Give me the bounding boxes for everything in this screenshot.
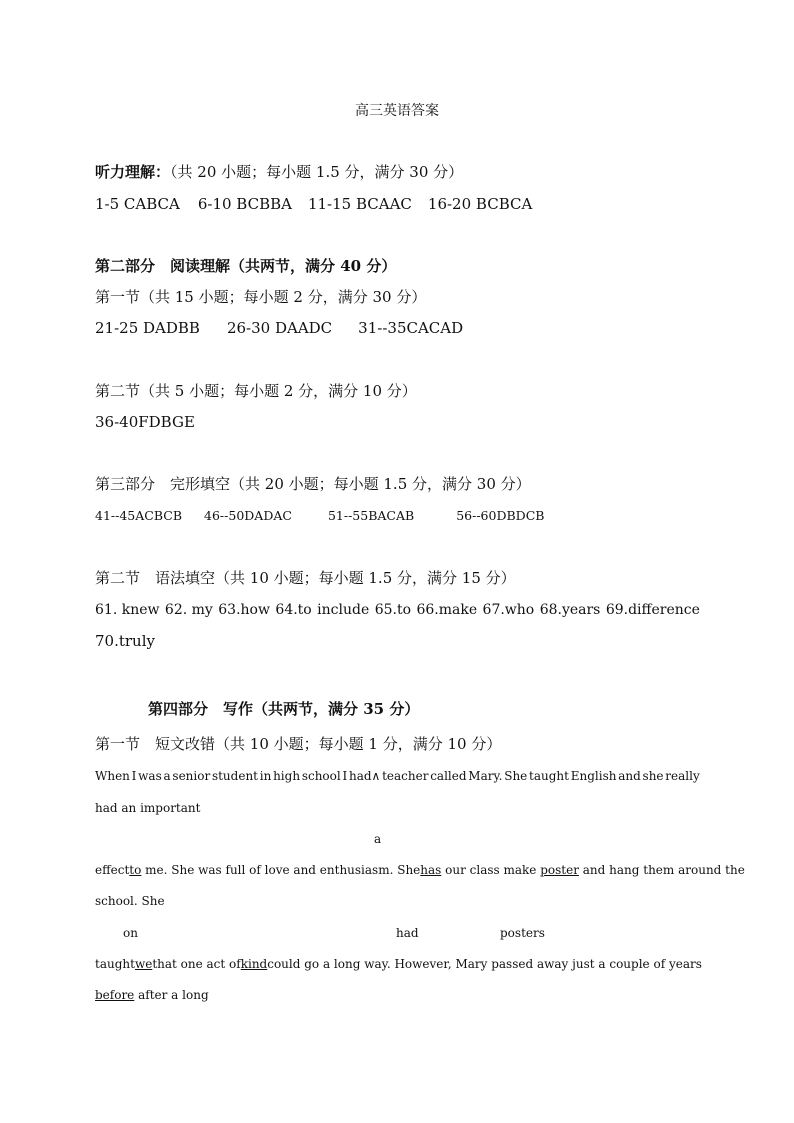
grammar-answer: include (317, 602, 370, 618)
essay-text: that one act of (152, 957, 241, 971)
page-title: 高三英语答案 (355, 103, 439, 119)
grammar-answer: 68.years (539, 602, 601, 618)
essay-word: When (95, 769, 130, 783)
part1-heading-note: （共 20 小题；每小题 1.5 分，满分 30 分） (170, 163, 464, 181)
part1-answers (95, 197, 532, 212)
grammar-answer: 64.to (275, 602, 312, 618)
grammar-answer: 69.difference (605, 602, 700, 618)
part2-sec1-answers (95, 321, 463, 336)
answer-group: 56--60DBDCB (456, 508, 545, 523)
part2-sec1-heading: 第一节（共 15 小题；每小题 2 分，满分 30 分） (95, 288, 427, 306)
part2-heading: 第二部分 阅读理解（共两节，满分 40 分） (95, 257, 397, 275)
underlined-error: poster (540, 863, 579, 877)
essay-word: I (342, 769, 348, 783)
essay-word: teacher (382, 769, 429, 783)
grammar-answer: 63.how (218, 602, 270, 618)
essay-text: after a long (134, 988, 209, 1002)
essay-word: she (642, 769, 664, 783)
essay-word: student (211, 769, 258, 783)
essay-text: could go a long way. However, Mary passed away just a couple of years (267, 957, 702, 971)
essay-word: senior (172, 769, 211, 783)
essay-word: high (273, 769, 301, 783)
correction-word: posters (500, 926, 545, 940)
correction-word: had (396, 926, 419, 940)
essay-text: effect (95, 863, 130, 877)
essay-word: She (504, 769, 528, 783)
part3-answers (95, 510, 544, 523)
essay-line3 (95, 864, 745, 876)
part3-sec2-heading: 第二节 语法填空（共 10 小题；每小题 1.5 分，满分 15 分） (95, 569, 516, 587)
answer-group: 46--50DADAC (204, 508, 292, 523)
essay-word: called (430, 769, 467, 783)
essay-word: and (618, 769, 641, 783)
essay-word: was (138, 769, 162, 783)
answer-group: 31--35CACAD (358, 319, 464, 337)
essay-word: a (163, 769, 171, 783)
answer-group: 26-30 DAADC (226, 319, 333, 337)
part1-heading-line (95, 165, 463, 180)
essay-line5 (95, 958, 700, 970)
answer-group: 1-5 CABCA (95, 195, 180, 213)
grammar-answer: 66.make (416, 602, 478, 618)
answer-group: 41--45ACBCB (95, 508, 183, 523)
insertion-mark-word: had∧ (348, 769, 381, 783)
grammar-answer: 65.to (374, 602, 412, 618)
underlined-error: before (95, 988, 135, 1002)
grammar-answer: 67.who (482, 602, 535, 618)
correction-word: on (123, 926, 138, 940)
essay-line4: school. She (95, 894, 165, 908)
essay-line6 (95, 989, 209, 1001)
part2-sec2-heading: 第二节（共 5 小题；每小题 2 分，满分 10 分） (95, 382, 417, 400)
grammar-answers-line2: 70.truly (95, 632, 155, 650)
grammar-answers-line1 (95, 603, 700, 617)
essay-word: English (570, 769, 617, 783)
grammar-answer: 62. my (164, 602, 213, 618)
part3-heading: 第三部分 完形填空（共 20 小题；每小题 1.5 分，满分 30 分） (95, 475, 531, 493)
essay-text: me. She was full of love and enthusiasm. She (141, 863, 421, 877)
answer-group: 21-25 DADBB (95, 319, 200, 337)
underlined-error: has (420, 863, 442, 877)
essay-line2: had an important (95, 801, 201, 815)
underlined-error: we (134, 957, 153, 971)
essay-text: our class make (441, 863, 541, 877)
essay-word: really (665, 769, 700, 783)
answer-group: 6-10 BCBBA (197, 195, 292, 213)
essay-word: school (301, 769, 341, 783)
part2-sec2-answers: 36-40FDBGE (95, 413, 195, 431)
part4-sec1-heading: 第一节 短文改错（共 10 小题；每小题 1 分，满分 10 分） (95, 735, 502, 753)
underlined-error: kind (240, 957, 268, 971)
underlined-error: to (129, 863, 142, 877)
essay-line1 (95, 770, 700, 782)
essay-text: taught (95, 957, 135, 971)
part1-heading: 听力理解： (95, 163, 171, 181)
essay-word: Mary. (468, 769, 503, 783)
part4-heading: 第四部分 写作（共两节，满分 35 分） (148, 700, 420, 718)
essay-text: and hang them around the (578, 863, 745, 877)
correction-word: a (374, 832, 382, 846)
essay-word: I (131, 769, 137, 783)
essay-word: in (259, 769, 272, 783)
answer-group: 16-20 BCBCA (427, 195, 533, 213)
answer-group: 11-15 BCAAC (307, 195, 412, 213)
essay-word: taught (529, 769, 569, 783)
answer-group: 51--55BACAB (327, 508, 415, 523)
grammar-answer: 61. knew (95, 602, 160, 618)
